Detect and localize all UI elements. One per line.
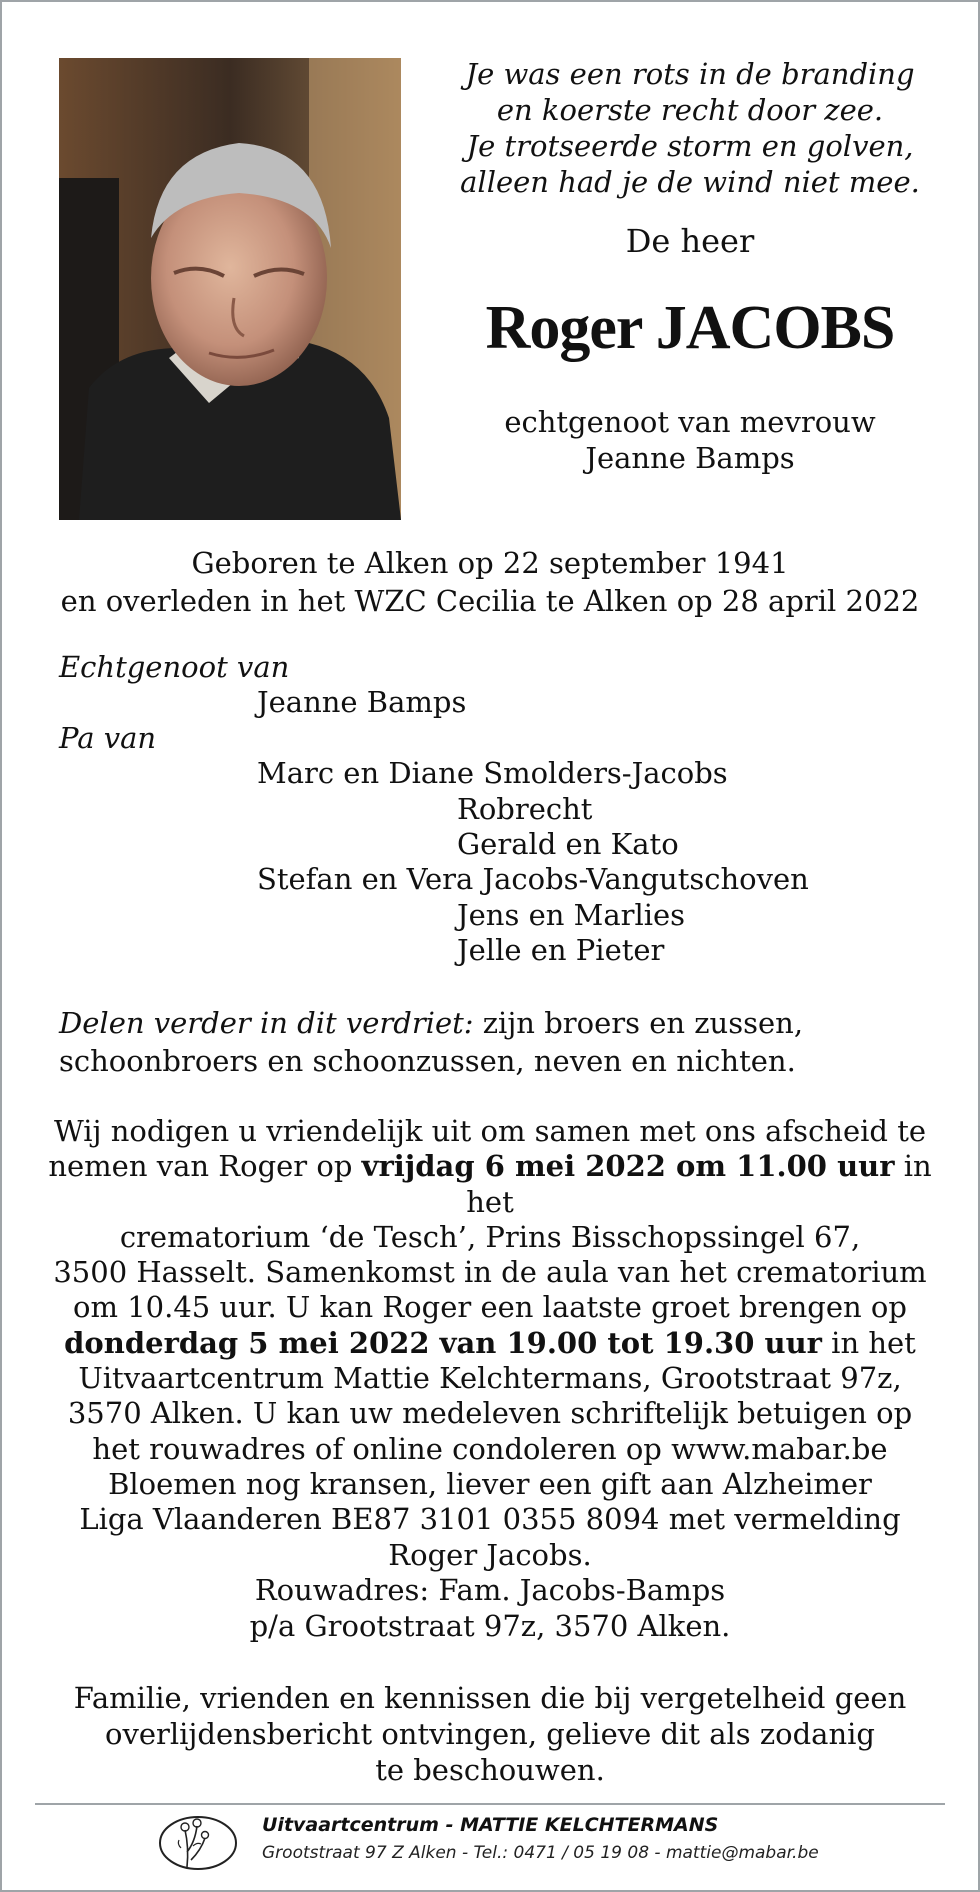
memorial-poem bbox=[440, 56, 940, 200]
family-list bbox=[59, 650, 939, 969]
invitation-line: Wij nodigen u vriendelijk uit om samen met ons afscheid te bbox=[53, 1114, 927, 1148]
address-line: Rouwadres: Fam. Jacobs-Bamps bbox=[254, 1573, 726, 1607]
ceremony-datetime: vrijdag 6 mei 2022 om 11.00 uur bbox=[361, 1149, 895, 1184]
shared-grief-text: zijn broers en zussen, bbox=[473, 1006, 804, 1040]
closing-notice bbox=[30, 1680, 950, 1788]
mourning-address bbox=[30, 1572, 950, 1644]
notice-line: Familie, vrienden en kennissen die bij vergetelheid geen bbox=[73, 1681, 907, 1715]
child-entry: Marc en Diane Smolders-Jacobs bbox=[257, 756, 728, 791]
invitation-line: 3570 Alken. U kan uw medeleven schriftelijk betuigen op bbox=[67, 1396, 913, 1431]
spouse-name: Jeanne Bamps bbox=[585, 441, 795, 475]
grandchild-entry: Jens en Marlies bbox=[457, 897, 686, 932]
portrait-photo bbox=[59, 58, 401, 520]
child-entry: Stefan en Vera Jacobs-Vangutschoven bbox=[257, 862, 809, 897]
invitation-line: Liga Vlaanderen BE87 3101 0355 8094 met vermelding bbox=[79, 1502, 901, 1537]
birth-line: Geboren te Alken op 22 september 1941 bbox=[191, 546, 789, 580]
death-line: en overleden in het WZC Cecilia te Alken op 28 april 2022 bbox=[60, 584, 920, 618]
invitation-line: om 10.45 uur. U kan Roger een laatste groet brengen op bbox=[73, 1290, 907, 1325]
poem-line: Je was een rots in de branding bbox=[465, 57, 915, 91]
deceased-name: Roger JACOBS bbox=[485, 294, 895, 362]
footer-divider bbox=[35, 1803, 945, 1805]
shared-grief bbox=[59, 1004, 939, 1080]
grandchild-entry: Gerald en Kato bbox=[457, 827, 679, 862]
spouse-line bbox=[440, 404, 940, 476]
invitation-line: 3500 Hasselt. Samenkomst in de aula van het crematorium bbox=[53, 1255, 927, 1290]
address-line: p/a Grootstraat 97z, 3570 Alken. bbox=[249, 1609, 731, 1643]
notice-line: overlijdensbericht ontvingen, gelieve dit als zodanig bbox=[104, 1717, 875, 1751]
invitation-line: Bloemen nog kransen, liever een gift aan Alzheimer bbox=[108, 1466, 872, 1501]
invitation-line: het rouwadres of online condoleren op www.mabar.be bbox=[92, 1431, 888, 1466]
funeral-home-contact: Grootstraat 97 Z Alken - Tel.: 0471 / 05 19 08 - mattie@mabar.be bbox=[262, 1843, 819, 1863]
invitation-text: nemen van Roger op bbox=[48, 1149, 362, 1184]
title-prefix: De heer bbox=[625, 222, 755, 260]
poem-line: alleen had je de wind niet mee. bbox=[460, 165, 920, 199]
spouse-relation: echtgenoot van mevrouw bbox=[504, 405, 876, 439]
grandchild-entry: Robrecht bbox=[457, 791, 593, 826]
invitation-text: in het bbox=[466, 1149, 932, 1219]
children-heading: Pa van bbox=[59, 720, 157, 755]
poem-line: Je trotseerde storm en golven, bbox=[466, 129, 914, 163]
funeral-home-name: Uitvaartcentrum - MATTIE KELCHTERMANS bbox=[262, 1814, 719, 1836]
birth-death-dates bbox=[40, 544, 940, 620]
shared-grief-label: Delen verder in dit verdriet: bbox=[59, 1006, 474, 1040]
invitation-text: in het bbox=[821, 1325, 916, 1360]
funeral-invitation bbox=[30, 1114, 950, 1573]
grandchild-entry: Jelle en Pieter bbox=[457, 933, 665, 968]
family-spouse-name: Jeanne Bamps bbox=[257, 685, 467, 720]
invitation-line: Uitvaartcentrum Mattie Kelchtermans, Grootstraat 97z, bbox=[78, 1361, 902, 1396]
flower-logo-icon bbox=[157, 1812, 239, 1872]
visitation-datetime: donderdag 5 mei 2022 van 19.00 tot 19.30 uur bbox=[64, 1325, 822, 1360]
invitation-line: Roger Jacobs. bbox=[388, 1537, 592, 1572]
invitation-line: crematorium ‘de Tesch’, Prins Bisschopssingel 67, bbox=[119, 1219, 861, 1254]
shared-grief-text-2: schoonbroers en schoonzussen, neven en nichten. bbox=[59, 1044, 796, 1078]
spouse-heading: Echtgenoot van bbox=[59, 650, 290, 684]
notice-line: te beschouwen. bbox=[375, 1753, 605, 1787]
portrait-illustration bbox=[59, 58, 401, 520]
poem-line: en koerste recht door zee. bbox=[496, 93, 884, 127]
